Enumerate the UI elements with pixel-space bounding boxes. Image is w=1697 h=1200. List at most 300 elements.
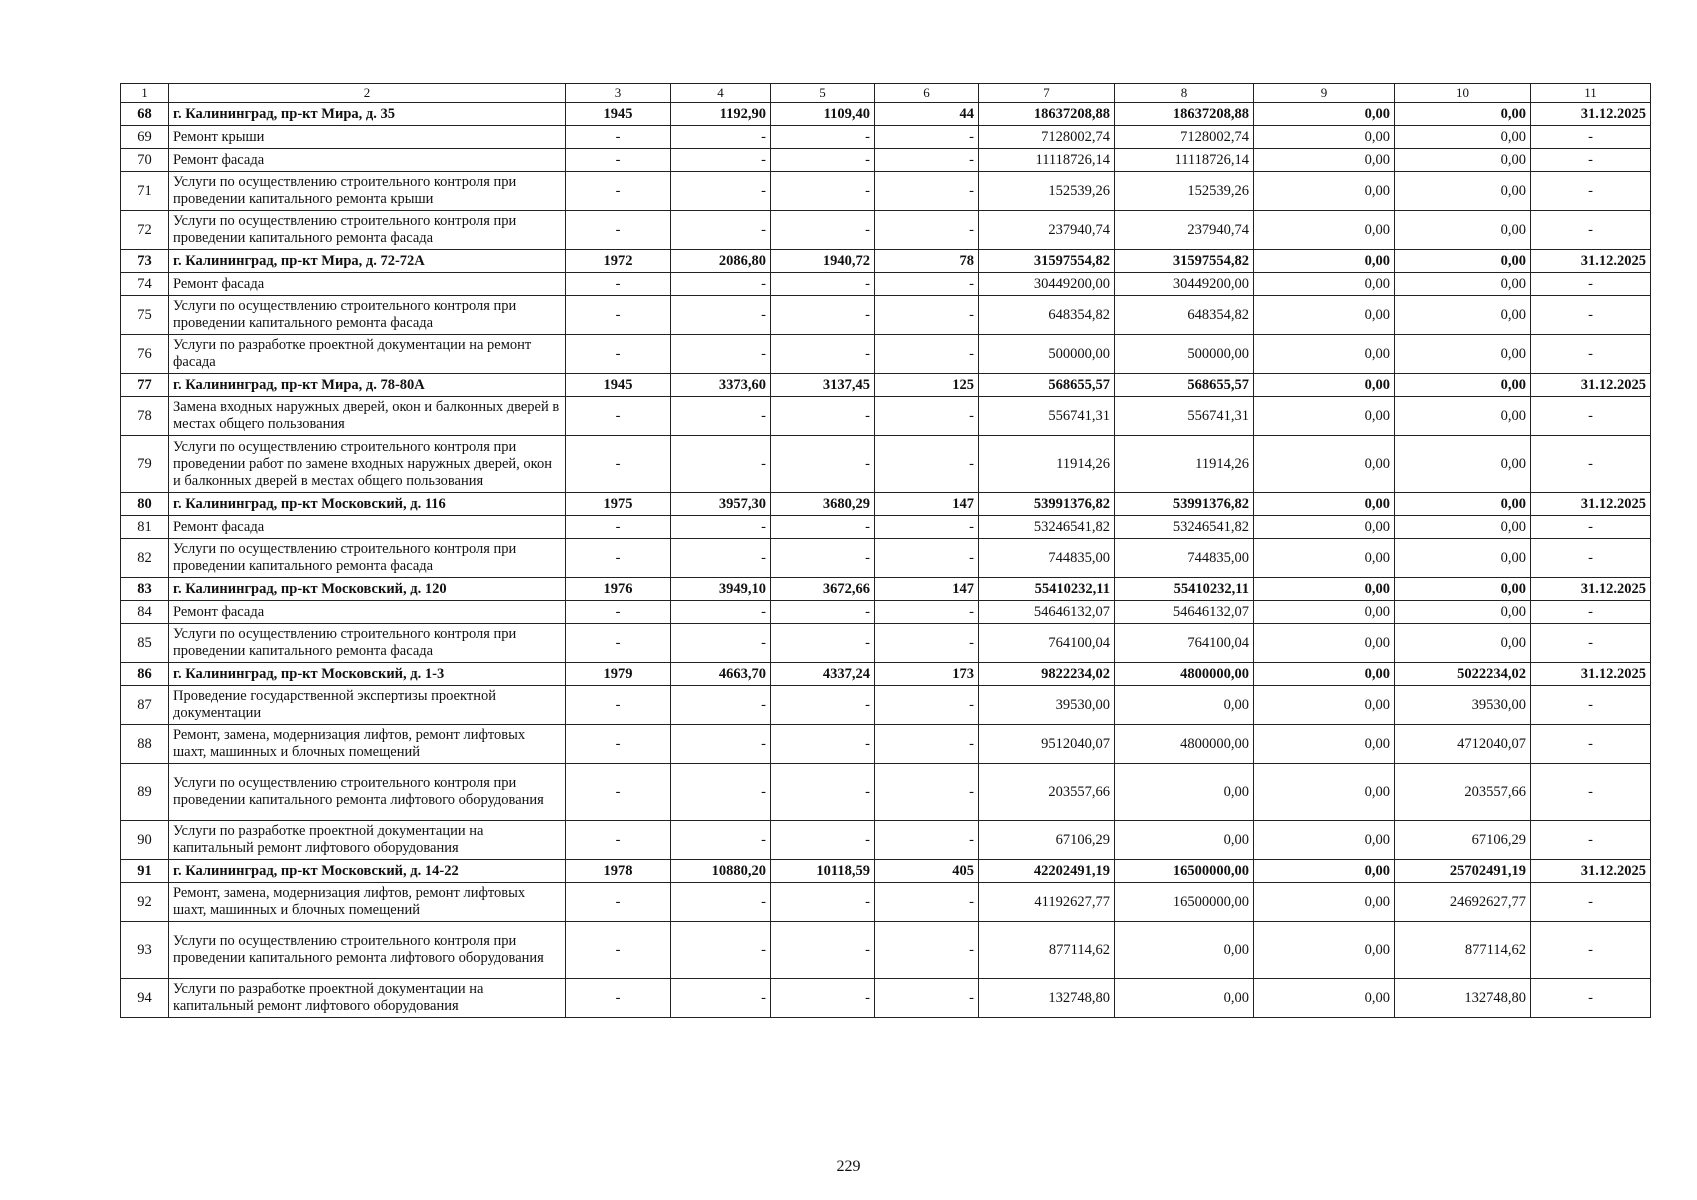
area-total-cell: 3957,30 — [671, 493, 771, 516]
cost-fund-cell: 0,00 — [1115, 922, 1254, 979]
cost-total-cell: 764100,04 — [979, 624, 1115, 663]
area-total-cell: - — [671, 296, 771, 335]
year-cell: 1978 — [566, 860, 671, 883]
area-living-cell: 3672,66 — [771, 578, 875, 601]
area-living-cell: - — [771, 725, 875, 764]
building-row — [121, 578, 1651, 601]
cost-fund-cell: 764100,04 — [1115, 624, 1254, 663]
deadline-cell: - — [1531, 624, 1651, 663]
area-living-cell: 1940,72 — [771, 250, 875, 273]
row-number: 86 — [121, 663, 169, 686]
cost-total-cell: 237940,74 — [979, 211, 1115, 250]
cost-total-cell: 556741,31 — [979, 397, 1115, 436]
year-cell: - — [566, 273, 671, 296]
area-total-cell: - — [671, 211, 771, 250]
residents-cell: - — [875, 686, 979, 725]
year-cell: - — [566, 883, 671, 922]
residents-cell: - — [875, 273, 979, 296]
year-cell: 1972 — [566, 250, 671, 273]
work-row — [121, 764, 1651, 821]
cost-owners-cell: 877114,62 — [1395, 922, 1531, 979]
area-living-cell: - — [771, 601, 875, 624]
cost-owners-cell: 67106,29 — [1395, 821, 1531, 860]
cost-fund-cell: 0,00 — [1115, 686, 1254, 725]
row-number: 85 — [121, 624, 169, 663]
area-total-cell: 4663,70 — [671, 663, 771, 686]
work-name: г. Калининград, пр-кт Московский, д. 120 — [169, 578, 566, 601]
building-row — [121, 860, 1651, 883]
deadline-cell: - — [1531, 126, 1651, 149]
residents-cell: 147 — [875, 493, 979, 516]
year-cell: - — [566, 516, 671, 539]
cost-fund-cell: 11914,26 — [1115, 436, 1254, 493]
cost-budget-cell: 0,00 — [1254, 860, 1395, 883]
area-total-cell: - — [671, 397, 771, 436]
column-header: 11 — [1531, 84, 1651, 103]
works-table — [120, 83, 1651, 1018]
cost-fund-cell: 30449200,00 — [1115, 273, 1254, 296]
year-cell: - — [566, 211, 671, 250]
cost-total-cell: 67106,29 — [979, 821, 1115, 860]
cost-total-cell: 18637208,88 — [979, 103, 1115, 126]
area-living-cell: 4337,24 — [771, 663, 875, 686]
residents-cell: 147 — [875, 578, 979, 601]
residents-cell: - — [875, 397, 979, 436]
residents-cell: - — [875, 922, 979, 979]
deadline-cell: - — [1531, 979, 1651, 1018]
work-row — [121, 516, 1651, 539]
area-living-cell: - — [771, 436, 875, 493]
row-number: 88 — [121, 725, 169, 764]
year-cell: - — [566, 601, 671, 624]
cost-owners-cell: 0,00 — [1395, 296, 1531, 335]
work-name: Ремонт фасада — [169, 273, 566, 296]
cost-total-cell: 9822234,02 — [979, 663, 1115, 686]
year-cell: - — [566, 725, 671, 764]
cost-budget-cell: 0,00 — [1254, 601, 1395, 624]
area-living-cell: - — [771, 922, 875, 979]
column-header: 1 — [121, 84, 169, 103]
deadline-cell: - — [1531, 335, 1651, 374]
deadline-cell: - — [1531, 686, 1651, 725]
cost-owners-cell: 5022234,02 — [1395, 663, 1531, 686]
cost-owners-cell: 39530,00 — [1395, 686, 1531, 725]
cost-owners-cell: 0,00 — [1395, 539, 1531, 578]
cost-fund-cell: 55410232,11 — [1115, 578, 1254, 601]
work-name: Ремонт фасада — [169, 149, 566, 172]
work-name: г. Калининград, пр-кт Московский, д. 14-22 — [169, 860, 566, 883]
row-number: 74 — [121, 273, 169, 296]
row-number: 94 — [121, 979, 169, 1018]
row-number: 82 — [121, 539, 169, 578]
cost-owners-cell: 0,00 — [1395, 250, 1531, 273]
area-living-cell: - — [771, 764, 875, 821]
cost-owners-cell: 0,00 — [1395, 493, 1531, 516]
area-living-cell: - — [771, 126, 875, 149]
cost-owners-cell: 0,00 — [1395, 126, 1531, 149]
cost-fund-cell: 500000,00 — [1115, 335, 1254, 374]
area-total-cell: 2086,80 — [671, 250, 771, 273]
cost-owners-cell: 0,00 — [1395, 335, 1531, 374]
work-name: Услуги по осуществлению строительного контроля при проведении работ по замене входных наружных дверей, окон и балконных дверей в местах общего пользования — [169, 436, 566, 493]
residents-cell: - — [875, 883, 979, 922]
deadline-cell: 31.12.2025 — [1531, 663, 1651, 686]
deadline-cell: 31.12.2025 — [1531, 250, 1651, 273]
year-cell: - — [566, 126, 671, 149]
work-name: Услуги по осуществлению строительного контроля при проведении капитального ремонта фасада — [169, 296, 566, 335]
row-number: 72 — [121, 211, 169, 250]
work-name: Услуги по осуществлению строительного контроля при проведении капитального ремонта фасада — [169, 539, 566, 578]
work-name: Услуги по разработке проектной документации на капитальный ремонт лифтового оборудования — [169, 821, 566, 860]
cost-total-cell: 11914,26 — [979, 436, 1115, 493]
cost-owners-cell: 0,00 — [1395, 211, 1531, 250]
work-name: Проведение государственной экспертизы проектной документации — [169, 686, 566, 725]
cost-owners-cell: 0,00 — [1395, 397, 1531, 436]
deadline-cell: - — [1531, 516, 1651, 539]
deadline-cell: 31.12.2025 — [1531, 578, 1651, 601]
cost-fund-cell: 0,00 — [1115, 821, 1254, 860]
column-header: 3 — [566, 84, 671, 103]
cost-fund-cell: 648354,82 — [1115, 296, 1254, 335]
cost-owners-cell: 0,00 — [1395, 172, 1531, 211]
cost-fund-cell: 16500000,00 — [1115, 883, 1254, 922]
cost-budget-cell: 0,00 — [1254, 578, 1395, 601]
column-header: 6 — [875, 84, 979, 103]
work-row — [121, 539, 1651, 578]
cost-total-cell: 30449200,00 — [979, 273, 1115, 296]
deadline-cell: - — [1531, 436, 1651, 493]
area-living-cell: 1109,40 — [771, 103, 875, 126]
year-cell: 1979 — [566, 663, 671, 686]
residents-cell: - — [875, 624, 979, 663]
work-name: г. Калининград, пр-кт Мира, д. 72-72А — [169, 250, 566, 273]
year-cell: - — [566, 764, 671, 821]
deadline-cell: - — [1531, 539, 1651, 578]
deadline-cell: - — [1531, 273, 1651, 296]
cost-budget-cell: 0,00 — [1254, 250, 1395, 273]
area-living-cell: - — [771, 821, 875, 860]
work-row — [121, 601, 1651, 624]
work-row — [121, 922, 1651, 979]
cost-budget-cell: 0,00 — [1254, 821, 1395, 860]
work-name: Услуги по разработке проектной документации на ремонт фасада — [169, 335, 566, 374]
deadline-cell: - — [1531, 764, 1651, 821]
year-cell: 1976 — [566, 578, 671, 601]
area-living-cell: - — [771, 397, 875, 436]
cost-fund-cell: 53246541,82 — [1115, 516, 1254, 539]
cost-budget-cell: 0,00 — [1254, 725, 1395, 764]
area-total-cell: - — [671, 764, 771, 821]
work-name: Замена входных наружных дверей, окон и балконных дверей в местах общего пользования — [169, 397, 566, 436]
cost-budget-cell: 0,00 — [1254, 764, 1395, 821]
deadline-cell: 31.12.2025 — [1531, 493, 1651, 516]
cost-fund-cell: 18637208,88 — [1115, 103, 1254, 126]
work-name: Услуги по осуществлению строительного контроля при проведении капитального ремонта лифтового оборудования — [169, 922, 566, 979]
deadline-cell: - — [1531, 883, 1651, 922]
residents-cell: - — [875, 211, 979, 250]
row-number: 84 — [121, 601, 169, 624]
row-number: 92 — [121, 883, 169, 922]
row-number: 90 — [121, 821, 169, 860]
cost-total-cell: 31597554,82 — [979, 250, 1115, 273]
work-name: Ремонт фасада — [169, 516, 566, 539]
row-number: 79 — [121, 436, 169, 493]
deadline-cell: - — [1531, 922, 1651, 979]
year-cell: 1945 — [566, 103, 671, 126]
building-row — [121, 663, 1651, 686]
row-number: 91 — [121, 860, 169, 883]
cost-budget-cell: 0,00 — [1254, 883, 1395, 922]
area-total-cell: - — [671, 725, 771, 764]
residents-cell: - — [875, 725, 979, 764]
row-number: 71 — [121, 172, 169, 211]
building-row — [121, 103, 1651, 126]
deadline-cell: - — [1531, 397, 1651, 436]
column-header: 4 — [671, 84, 771, 103]
cost-total-cell: 54646132,07 — [979, 601, 1115, 624]
cost-budget-cell: 0,00 — [1254, 663, 1395, 686]
residents-cell: - — [875, 979, 979, 1018]
cost-fund-cell: 4800000,00 — [1115, 663, 1254, 686]
area-total-cell: - — [671, 686, 771, 725]
row-number: 78 — [121, 397, 169, 436]
cost-total-cell: 648354,82 — [979, 296, 1115, 335]
cost-fund-cell: 744835,00 — [1115, 539, 1254, 578]
work-row — [121, 149, 1651, 172]
area-total-cell: - — [671, 883, 771, 922]
row-number: 81 — [121, 516, 169, 539]
column-number-row — [121, 84, 1651, 103]
table-body — [121, 84, 1651, 1018]
cost-total-cell: 132748,80 — [979, 979, 1115, 1018]
row-number: 69 — [121, 126, 169, 149]
cost-fund-cell: 16500000,00 — [1115, 860, 1254, 883]
cost-owners-cell: 0,00 — [1395, 578, 1531, 601]
area-living-cell: - — [771, 883, 875, 922]
cost-fund-cell: 152539,26 — [1115, 172, 1254, 211]
work-name: Услуги по осуществлению строительного контроля при проведении капитального ремонта крыши — [169, 172, 566, 211]
row-number: 76 — [121, 335, 169, 374]
column-header: 10 — [1395, 84, 1531, 103]
deadline-cell: - — [1531, 725, 1651, 764]
cost-total-cell: 877114,62 — [979, 922, 1115, 979]
area-total-cell: - — [671, 539, 771, 578]
residents-cell: - — [875, 296, 979, 335]
building-row — [121, 493, 1651, 516]
cost-owners-cell: 25702491,19 — [1395, 860, 1531, 883]
cost-owners-cell: 0,00 — [1395, 516, 1531, 539]
cost-budget-cell: 0,00 — [1254, 335, 1395, 374]
residents-cell: 78 — [875, 250, 979, 273]
cost-owners-cell: 0,00 — [1395, 103, 1531, 126]
work-name: г. Калининград, пр-кт Мира, д. 78-80А — [169, 374, 566, 397]
deadline-cell: - — [1531, 296, 1651, 335]
year-cell: 1975 — [566, 493, 671, 516]
row-number: 70 — [121, 149, 169, 172]
area-total-cell: - — [671, 126, 771, 149]
work-name: Услуги по осуществлению строительного контроля при проведении капитального ремонта фасада — [169, 624, 566, 663]
work-row — [121, 335, 1651, 374]
area-living-cell: - — [771, 539, 875, 578]
residents-cell: - — [875, 539, 979, 578]
cost-fund-cell: 568655,57 — [1115, 374, 1254, 397]
area-living-cell: - — [771, 979, 875, 1018]
residents-cell: - — [875, 516, 979, 539]
area-living-cell: - — [771, 686, 875, 725]
year-cell: - — [566, 296, 671, 335]
work-row — [121, 821, 1651, 860]
cost-total-cell: 11118726,14 — [979, 149, 1115, 172]
cost-budget-cell: 0,00 — [1254, 922, 1395, 979]
residents-cell: - — [875, 172, 979, 211]
cost-total-cell: 53246541,82 — [979, 516, 1115, 539]
year-cell: - — [566, 436, 671, 493]
deadline-cell: - — [1531, 211, 1651, 250]
row-number: 75 — [121, 296, 169, 335]
cost-owners-cell: 0,00 — [1395, 273, 1531, 296]
deadline-cell: 31.12.2025 — [1531, 103, 1651, 126]
cost-owners-cell: 24692627,77 — [1395, 883, 1531, 922]
cost-total-cell: 39530,00 — [979, 686, 1115, 725]
column-header: 2 — [169, 84, 566, 103]
deadline-cell: - — [1531, 601, 1651, 624]
work-row — [121, 211, 1651, 250]
area-total-cell: - — [671, 436, 771, 493]
cost-fund-cell: 237940,74 — [1115, 211, 1254, 250]
row-number: 83 — [121, 578, 169, 601]
cost-budget-cell: 0,00 — [1254, 397, 1395, 436]
area-total-cell: 10880,20 — [671, 860, 771, 883]
year-cell: - — [566, 397, 671, 436]
area-total-cell: - — [671, 172, 771, 211]
cost-total-cell: 7128002,74 — [979, 126, 1115, 149]
row-number: 77 — [121, 374, 169, 397]
area-total-cell: - — [671, 601, 771, 624]
work-name: Ремонт, замена, модернизация лифтов, ремонт лифтовых шахт, машинных и блочных помещений — [169, 725, 566, 764]
residents-cell: 44 — [875, 103, 979, 126]
cost-total-cell: 42202491,19 — [979, 860, 1115, 883]
cost-total-cell: 500000,00 — [979, 335, 1115, 374]
cost-budget-cell: 0,00 — [1254, 686, 1395, 725]
area-total-cell: 3373,60 — [671, 374, 771, 397]
area-total-cell: 3949,10 — [671, 578, 771, 601]
cost-total-cell: 55410232,11 — [979, 578, 1115, 601]
cost-budget-cell: 0,00 — [1254, 296, 1395, 335]
deadline-cell: 31.12.2025 — [1531, 860, 1651, 883]
row-number: 89 — [121, 764, 169, 821]
cost-budget-cell: 0,00 — [1254, 172, 1395, 211]
work-name: Ремонт, замена, модернизация лифтов, ремонт лифтовых шахт, машинных и блочных помещений — [169, 883, 566, 922]
cost-total-cell: 41192627,77 — [979, 883, 1115, 922]
area-total-cell: - — [671, 149, 771, 172]
cost-budget-cell: 0,00 — [1254, 624, 1395, 663]
row-number: 68 — [121, 103, 169, 126]
area-total-cell: - — [671, 516, 771, 539]
cost-total-cell: 53991376,82 — [979, 493, 1115, 516]
year-cell: - — [566, 149, 671, 172]
residents-cell: - — [875, 436, 979, 493]
row-number: 93 — [121, 922, 169, 979]
row-number: 73 — [121, 250, 169, 273]
work-name: Услуги по осуществлению строительного контроля при проведении капитального ремонта фасада — [169, 211, 566, 250]
cost-fund-cell: 53991376,82 — [1115, 493, 1254, 516]
cost-owners-cell: 203557,66 — [1395, 764, 1531, 821]
year-cell: - — [566, 979, 671, 1018]
year-cell: - — [566, 335, 671, 374]
cost-owners-cell: 0,00 — [1395, 374, 1531, 397]
area-living-cell: - — [771, 516, 875, 539]
cost-budget-cell: 0,00 — [1254, 103, 1395, 126]
cost-fund-cell: 556741,31 — [1115, 397, 1254, 436]
area-living-cell: - — [771, 624, 875, 663]
cost-budget-cell: 0,00 — [1254, 126, 1395, 149]
area-total-cell: - — [671, 979, 771, 1018]
work-row — [121, 624, 1651, 663]
cost-fund-cell: 4800000,00 — [1115, 725, 1254, 764]
work-row — [121, 397, 1651, 436]
page-number: 229 — [836, 1158, 861, 1175]
residents-cell: - — [875, 764, 979, 821]
area-total-cell: - — [671, 922, 771, 979]
cost-owners-cell: 0,00 — [1395, 601, 1531, 624]
year-cell: 1945 — [566, 374, 671, 397]
year-cell: - — [566, 172, 671, 211]
area-living-cell: 10118,59 — [771, 860, 875, 883]
year-cell: - — [566, 539, 671, 578]
cost-budget-cell: 0,00 — [1254, 516, 1395, 539]
residents-cell: 405 — [875, 860, 979, 883]
cost-budget-cell: 0,00 — [1254, 149, 1395, 172]
area-total-cell: - — [671, 821, 771, 860]
residents-cell: - — [875, 126, 979, 149]
row-number: 80 — [121, 493, 169, 516]
cost-budget-cell: 0,00 — [1254, 539, 1395, 578]
cost-total-cell: 9512040,07 — [979, 725, 1115, 764]
work-row — [121, 172, 1651, 211]
cost-fund-cell: 31597554,82 — [1115, 250, 1254, 273]
work-name: г. Калининград, пр-кт Московский, д. 116 — [169, 493, 566, 516]
column-header: 5 — [771, 84, 875, 103]
area-living-cell: - — [771, 273, 875, 296]
area-total-cell: - — [671, 624, 771, 663]
deadline-cell: 31.12.2025 — [1531, 374, 1651, 397]
cost-budget-cell: 0,00 — [1254, 436, 1395, 493]
cost-owners-cell: 4712040,07 — [1395, 725, 1531, 764]
work-row — [121, 686, 1651, 725]
work-row — [121, 436, 1651, 493]
area-living-cell: 3680,29 — [771, 493, 875, 516]
building-row — [121, 250, 1651, 273]
residents-cell: - — [875, 821, 979, 860]
residents-cell: - — [875, 601, 979, 624]
residents-cell: - — [875, 335, 979, 374]
area-living-cell: - — [771, 211, 875, 250]
work-name: Ремонт крыши — [169, 126, 566, 149]
residents-cell: 125 — [875, 374, 979, 397]
area-total-cell: 1192,90 — [671, 103, 771, 126]
area-living-cell: - — [771, 335, 875, 374]
year-cell: - — [566, 922, 671, 979]
cost-fund-cell: 0,00 — [1115, 979, 1254, 1018]
year-cell: - — [566, 624, 671, 663]
work-row — [121, 126, 1651, 149]
cost-total-cell: 152539,26 — [979, 172, 1115, 211]
work-name: г. Калининград, пр-кт Московский, д. 1-3 — [169, 663, 566, 686]
cost-owners-cell: 0,00 — [1395, 436, 1531, 493]
work-name: Услуги по осуществлению строительного контроля при проведении капитального ремонта лифтового оборудования — [169, 764, 566, 821]
cost-fund-cell: 54646132,07 — [1115, 601, 1254, 624]
work-name: г. Калининград, пр-кт Мира, д. 35 — [169, 103, 566, 126]
